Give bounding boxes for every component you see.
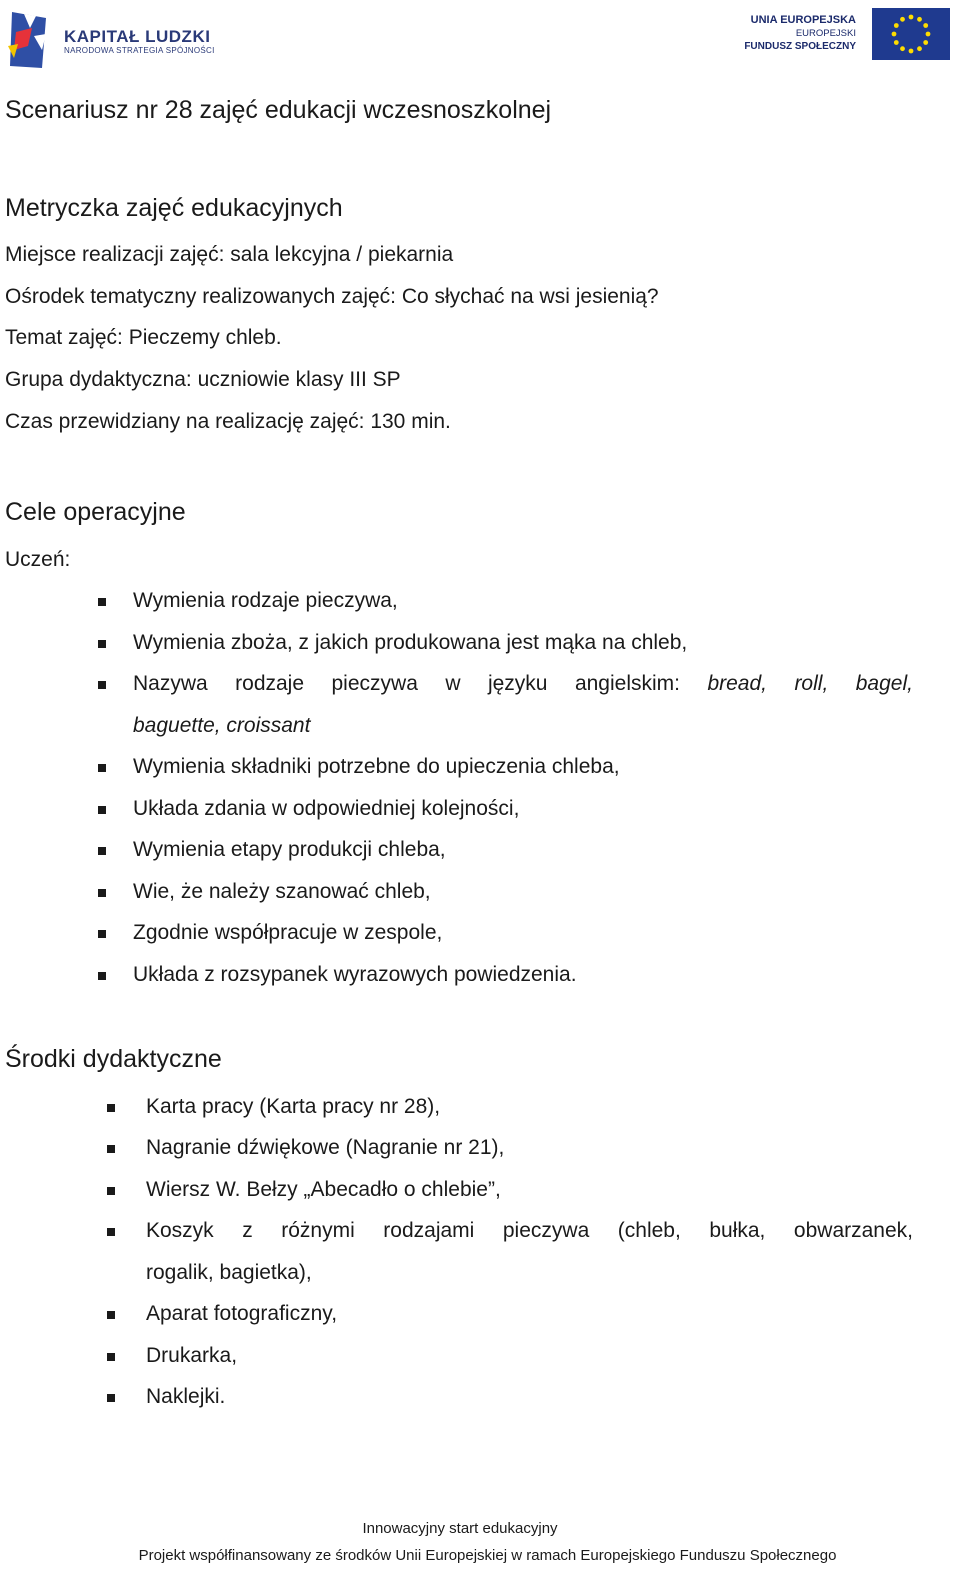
list-item: Wie, że należy szanować chleb, xyxy=(133,880,431,903)
kl-title: KAPITAŁ LUDZKI xyxy=(64,27,211,46)
list-item: Wymienia zboża, z jakich produkowana jest mąka na chleb, xyxy=(133,631,688,654)
list-item: Wiersz W. Bełzy „Abecadło o chlebie”, xyxy=(146,1178,501,1201)
eu-line2: EUROPEJSKI xyxy=(795,28,856,39)
word: Nazywa xyxy=(133,672,208,695)
list-item-continuation xyxy=(133,714,310,738)
cele-intro: Uczeń: xyxy=(5,548,71,571)
footer-project-name: Innowacyjny start edukacyjny xyxy=(362,1520,558,1537)
page-title: Scenariusz nr 28 zajęć edukacji wczesnoszkolnej xyxy=(5,96,552,124)
list-item xyxy=(133,672,913,696)
eu-line1: UNIA EUROPEJSKA xyxy=(750,14,856,26)
list-item-continuation: rogalik, bagietka), xyxy=(146,1261,312,1284)
bullet-icon xyxy=(107,1187,115,1195)
kl-subtitle: NARODOWA STRATEGIA SPÓJNOŚCI xyxy=(64,46,215,55)
word: rodzaje xyxy=(235,672,305,695)
bullet-icon xyxy=(98,640,106,648)
bullet-icon xyxy=(98,681,106,689)
eu-line3: FUNDUSZ SPOŁECZNY xyxy=(744,41,856,52)
metryczka-line: Czas przewidziany na realizację zajęć: 130 min. xyxy=(5,410,451,433)
list-item: Układa zdania w odpowiedniej kolejności, xyxy=(133,797,520,820)
page-header xyxy=(0,0,960,80)
word: angielskim: xyxy=(574,672,680,695)
word: języku xyxy=(487,672,548,695)
bullet-icon xyxy=(98,889,106,897)
word-italic: bagel, xyxy=(855,672,913,695)
footer-funding-note: Projekt współfinansowany ze środków Unii Europejskiej w ramach Europejskiego Funduszu Społecznego xyxy=(138,1547,837,1564)
metryczka-line: Grupa dydaktyczna: uczniowie klasy III SP xyxy=(5,368,401,391)
metryczka-heading: Metryczka zajęć edukacyjnych xyxy=(5,194,343,222)
list-item: Wymienia składniki potrzebne do upieczenia chleba, xyxy=(133,755,620,778)
eu-wordmark xyxy=(744,14,856,53)
word: różnymi xyxy=(281,1219,355,1242)
eu-flag-icon xyxy=(872,8,950,60)
bullet-icon xyxy=(107,1353,115,1361)
italic-text: baguette, croissant xyxy=(133,714,311,737)
srodki-heading: Środki dydaktyczne xyxy=(5,1045,222,1073)
word-italic: bread, xyxy=(707,672,767,695)
bullet-icon xyxy=(98,598,106,606)
word: Koszyk xyxy=(146,1219,214,1242)
bullet-icon xyxy=(107,1228,115,1236)
word: z xyxy=(242,1219,253,1242)
bullet-icon xyxy=(107,1394,115,1402)
kapital-ludzki-logo xyxy=(6,6,50,72)
bullet-icon xyxy=(98,806,106,814)
word: (chleb, xyxy=(617,1219,681,1242)
metryczka-line: Temat zajęć: Pieczemy chleb. xyxy=(5,326,282,349)
list-item: Zgodnie współpracuje w zespole, xyxy=(133,921,443,944)
word: obwarzanek, xyxy=(793,1219,913,1242)
list-item: Aparat fotograficzny, xyxy=(146,1302,338,1325)
list-item: Drukarka, xyxy=(146,1344,238,1367)
word: w xyxy=(445,672,461,695)
bullet-icon xyxy=(98,764,106,772)
word-italic: roll, xyxy=(794,672,829,695)
metryczka-line: Miejsce realizacji zajęć: sala lekcyjna / piekarnia xyxy=(5,243,454,266)
metryczka-line: Ośrodek tematyczny realizowanych zajęć: Co słychać na wsi jesienią? xyxy=(5,285,659,308)
list-item: Nagranie dźwiękowe (Nagranie nr 21), xyxy=(146,1136,505,1159)
cele-heading: Cele operacyjne xyxy=(5,498,186,526)
bullet-icon xyxy=(107,1104,115,1112)
word: bułka, xyxy=(709,1219,766,1242)
word: pieczywa xyxy=(331,672,418,695)
bullet-icon xyxy=(98,847,106,855)
list-item: Układa z rozsypanek wyrazowych powiedzenia. xyxy=(133,963,577,986)
word: pieczywa xyxy=(502,1219,590,1242)
list-item: Karta pracy (Karta pracy nr 28), xyxy=(146,1095,441,1118)
bullet-icon xyxy=(98,972,106,980)
kapital-ludzki-wordmark xyxy=(64,28,215,56)
list-item: Naklejki. xyxy=(146,1385,226,1408)
bullet-icon xyxy=(107,1311,115,1319)
bullet-icon xyxy=(98,930,106,938)
list-item: Wymienia rodzaje pieczywa, xyxy=(133,589,398,612)
list-item: Wymienia etapy produkcji chleba, xyxy=(133,838,446,861)
word: rodzajami xyxy=(383,1219,475,1242)
list-item xyxy=(146,1219,913,1243)
bullet-icon xyxy=(107,1145,115,1153)
